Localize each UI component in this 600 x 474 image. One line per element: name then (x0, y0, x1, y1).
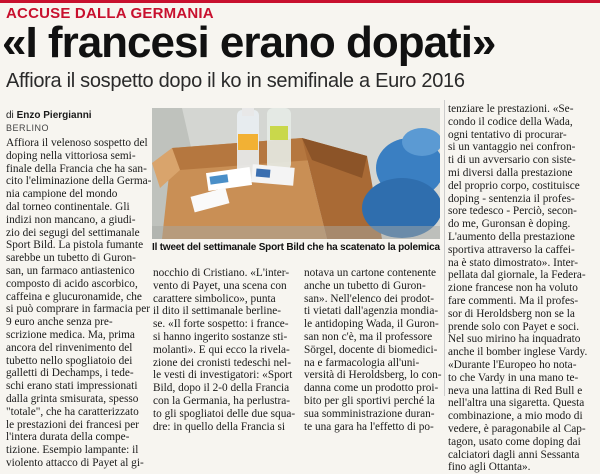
article-line: do me, Guronsan è doping. (448, 218, 571, 231)
article-line: violento attacco di Payet al gi- (6, 456, 144, 469)
kicker: ACCUSE DALLA GERMANIA (6, 5, 214, 22)
article-line: "totale", che ha caratterizzato (6, 405, 139, 418)
byline-author: Enzo Piergianni (16, 110, 92, 121)
article-line: si può comprare in farmacia per (6, 303, 150, 316)
article-line: schi erano stati impressionati (6, 380, 138, 393)
article-line: to gli spogliatoi delle due squa- (153, 407, 296, 420)
article-line: mi diversi dalla prestazione (448, 166, 573, 179)
article-line: sor di Heroldsberg non se la (448, 307, 575, 320)
article-line: del proprio corpo, costituisce (448, 179, 580, 192)
article-line: nell'altra una sigaretta. Questa (448, 397, 585, 410)
article-line: indizi non mancano, a giudi- (6, 213, 136, 226)
article-line: se. «Il forte sospetto: i france- (153, 318, 289, 331)
article-line: ogni tentativo di procurar- (448, 128, 567, 141)
article-line: zione francese non ha voluto (448, 282, 578, 295)
article-line: cito l'eliminazione della Germa- (6, 175, 152, 188)
article-line: si un vantaggio nei confron- (448, 141, 576, 154)
article-line: condo il codice della Wada, (448, 115, 573, 128)
headline: «I francesi erano dopati» (2, 18, 496, 67)
article-line: 9 euro anche senza pre- (6, 316, 113, 329)
article-line: vento di Payet, una scena con (153, 279, 287, 292)
article-line: il dito il settimanale berline- (153, 305, 281, 318)
article-line: ti vietati dall'agenzia mondia- (304, 305, 439, 318)
article-line: bito per gli sportivi perché la (304, 394, 435, 407)
article-line: molanti». E qui ecco la rivela- (153, 343, 290, 356)
article-line: pellata dal giornale, la Federa- (448, 269, 586, 282)
article-line: scrizione medica. Ma, prima (6, 328, 135, 341)
article-line: le prestazioni dei francesi per (6, 418, 139, 431)
subheadline: Affiora il sospetto dopo il ko in semifinale a Euro 2016 (6, 70, 465, 92)
article-line: Affiora il velenoso sospetto del (6, 137, 148, 149)
article-line: tenziare le prestazioni. «Se- (448, 103, 574, 115)
article-line: doping - sentenzia il profes- (448, 192, 575, 205)
article-line: doping nella vittoriosa semi- (6, 149, 136, 162)
article-line: prende solo con Payet e soci. (448, 320, 580, 333)
article-line: te una gara ha l'effetto di po- (304, 420, 434, 433)
article-line: calciatori dagli anni Sessanta (448, 448, 580, 461)
article-line: Nel suo mirino ha inquadrato (448, 333, 581, 346)
article-line: si hanno ingerito sostanze sti- (153, 330, 288, 343)
article-line: ti di un avversario con siste- (448, 154, 576, 167)
article-line: combinazione, a mio modo di (448, 410, 583, 423)
article-line: sore tedesco - Perciò, secon- (448, 205, 577, 218)
dateline: BERLINO (6, 123, 50, 133)
article-line: l'intera durata della compe- (6, 431, 130, 444)
article-line: ancora del rinvenimento del (6, 341, 133, 354)
article-line: le vesti di investigatori: «Sport (153, 369, 293, 382)
article-line: notava un cartone contenente (304, 267, 437, 279)
article-photo (152, 108, 440, 239)
article-line: anche il bomber inglese Vardy. (448, 346, 588, 359)
article-line: composto di acido ascorbico, (6, 277, 138, 290)
photo-illustration (152, 108, 440, 239)
article-line: zione dei cronisti tedeschi nel- (153, 356, 292, 369)
article-line: to che Vardy in una mano te- (448, 371, 579, 384)
byline (6, 109, 92, 135)
article-column-2 (153, 267, 299, 433)
article-line: zio dei segugi del settimanale (6, 226, 140, 239)
article-line: «Durante l'Europeo ho nota- (448, 358, 577, 371)
article-line: dal torneo continentale. Gli (6, 200, 130, 213)
article-column-4 (448, 103, 598, 474)
article-line: L'aumento della prestazione (448, 230, 575, 243)
article-column-3 (304, 267, 442, 433)
article-line: Sport Bild. La pistola fumante (6, 239, 144, 252)
article-line: nocchio di Cristiano. «L'inter- (153, 267, 290, 279)
article-column-1 (6, 137, 152, 470)
article-line: san». Nell'elenco dei prodot- (304, 292, 435, 305)
article-line: galletti di Dechamps, i tede- (6, 367, 134, 380)
article-line: caffeina e glucuronamide, che (6, 290, 142, 303)
article-line: na e farmacologia all'uni- (304, 356, 420, 369)
article-line: san, un farmaco antiastenico (6, 264, 135, 277)
article-line: fare commenti. Ma il profes- (448, 294, 579, 307)
article-line: sportiva attraverso la caffei- (448, 243, 575, 256)
article-line: tizione. Esempio lampante: il (6, 444, 139, 457)
article-line: le antidoping Wada, il Guron- (304, 318, 439, 331)
article-line: dre: in quello della Francia si (153, 420, 286, 433)
article-line: sarebbe un tubetto di Guron- (6, 252, 136, 265)
article-line: anche un tubetto di Guron- (304, 279, 426, 292)
article-line: finale della Francia che ha san- (6, 162, 147, 175)
article-line: dalla grinta smisurata, spesso (6, 392, 139, 405)
article-line: tagon, usato come doping dai (448, 435, 581, 448)
article-line: Sörgel, docente di biomedici- (304, 343, 438, 356)
article-line: neva una lattina di Red Bull e (448, 384, 583, 397)
byline-prefix: di (6, 110, 14, 121)
article-line: nia campione del mondo (6, 188, 118, 201)
article-line: fino agli Ottanta». (448, 461, 531, 474)
article-line: carattere simbolico», punta (153, 292, 276, 305)
article-line: con la Germania, ha perlustra- (153, 394, 291, 407)
article-line: tubetto nello spogliatoio dei (6, 354, 133, 367)
article-line: vedere, è paragonabile al Cap- (448, 422, 586, 435)
article-line: san non c'è, ma il professore (304, 330, 433, 343)
top-accent-rule (0, 0, 600, 3)
article-line: danna come un prodotto proi- (304, 382, 439, 395)
article-line: sua somministrazione duran- (304, 407, 435, 420)
photo-caption: Il tweet del settimanale Sport Bild che ha scatenato la polemica (152, 242, 440, 253)
column-divider (444, 100, 445, 396)
article-line: versità di Heroldsberg, lo con- (304, 369, 442, 382)
article-line: Bild, dopo il 2-0 della Francia (153, 382, 290, 395)
article-line: na è stato dimostrato». Inter- (448, 256, 578, 269)
